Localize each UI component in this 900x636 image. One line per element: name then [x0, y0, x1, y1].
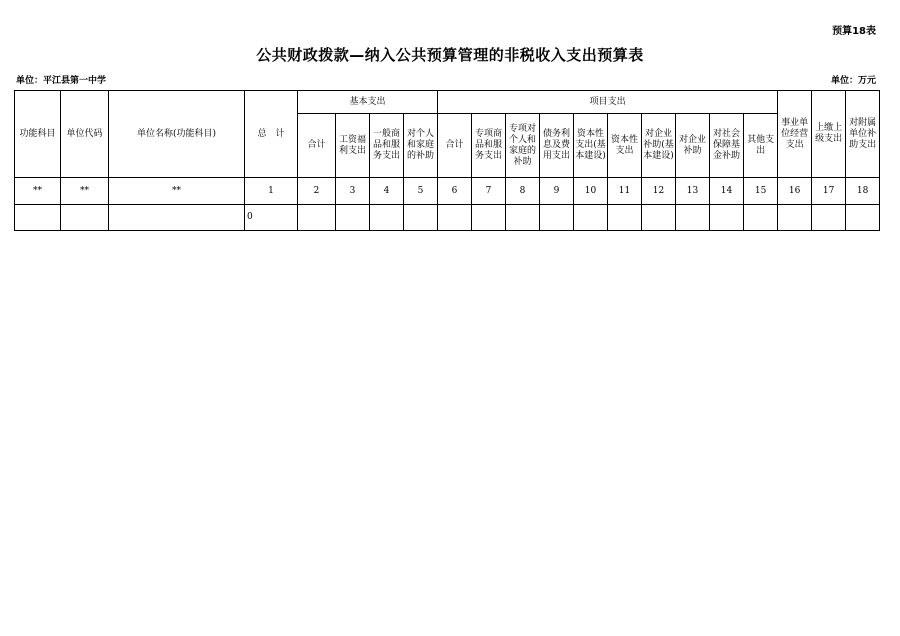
- header-basic-expenditure: 基本支出: [298, 91, 438, 114]
- header-subsidy-to-affiliates: 对附属单位补助支出: [846, 91, 880, 178]
- number-cell: 12: [642, 178, 676, 205]
- header-total: 总 计: [245, 91, 298, 178]
- data-cell: [109, 205, 245, 231]
- number-cell: **: [61, 178, 109, 205]
- data-cell: [506, 205, 540, 231]
- number-cell: 9: [540, 178, 574, 205]
- number-cell: **: [15, 178, 61, 205]
- number-cell: 6: [438, 178, 472, 205]
- table-row: [15, 205, 880, 231]
- header-other-expenditure: 其他支出: [744, 114, 778, 178]
- header-goods-services: 一般商品和服务支出: [370, 114, 404, 178]
- header-capital-construction: 资本性支出(基本建设): [574, 114, 608, 178]
- data-cell: [370, 205, 404, 231]
- header-function-subject: 功能科目: [15, 91, 61, 178]
- header-enterprise-subsidy: 对企业补助: [676, 114, 710, 178]
- header-basic-subtotal: 合计: [298, 114, 336, 178]
- column-number-row: [15, 178, 880, 205]
- number-cell: 15: [744, 178, 778, 205]
- header-special-goods-services: 专项商品和服务支出: [472, 114, 506, 178]
- header-unit-name: 单位名称(功能科目): [109, 91, 245, 178]
- header-debt-interest: 债务利息及费用支出: [540, 114, 574, 178]
- number-cell: 16: [778, 178, 812, 205]
- data-cell: [540, 205, 574, 231]
- page-title: 公共财政拨款—纳入公共预算管理的非税收入支出预算表: [256, 46, 644, 64]
- data-cell: [336, 205, 370, 231]
- data-cell: [472, 205, 506, 231]
- currency-unit-label: 单位：万元: [830, 76, 876, 86]
- data-cell: [676, 205, 710, 231]
- data-cell: [298, 205, 336, 231]
- total-value-cell: 0: [245, 205, 298, 231]
- number-cell: 8: [506, 178, 540, 205]
- data-cell: [574, 205, 608, 231]
- number-cell: 7: [472, 178, 506, 205]
- number-cell: 5: [404, 178, 438, 205]
- number-cell: 18: [846, 178, 880, 205]
- header-special-individual-subsidy: 专项对个人和家庭的补助: [506, 114, 540, 178]
- header-payment-to-superior: 上缴上级支出: [812, 91, 846, 178]
- header-project-subtotal: 合计: [438, 114, 472, 178]
- budget-table: [14, 90, 880, 231]
- unit-name-label: 单位：平江县第一中学: [16, 76, 107, 86]
- data-cell: [710, 205, 744, 231]
- form-number: 预算18表: [832, 26, 876, 37]
- header-capital-expenditure: 资本性支出: [608, 114, 642, 178]
- header-wages-welfare: 工资福利支出: [336, 114, 370, 178]
- data-cell: [846, 205, 880, 231]
- header-social-security-subsidy: 对社会保障基金补助: [710, 114, 744, 178]
- number-cell: 4: [370, 178, 404, 205]
- header-unit-code: 单位代码: [61, 91, 109, 178]
- number-cell: 10: [574, 178, 608, 205]
- data-cell: [61, 205, 109, 231]
- data-cell: [15, 205, 61, 231]
- data-cell: [608, 205, 642, 231]
- data-cell: [812, 205, 846, 231]
- number-cell: 14: [710, 178, 744, 205]
- data-cell: [438, 205, 472, 231]
- number-cell: 2: [298, 178, 336, 205]
- number-cell: 11: [608, 178, 642, 205]
- number-cell: 17: [812, 178, 846, 205]
- number-cell: **: [109, 178, 245, 205]
- data-cell: [778, 205, 812, 231]
- header-enterprise-subsidy-construction: 对企业补助(基本建设): [642, 114, 676, 178]
- header-project-expenditure: 项目支出: [438, 91, 778, 114]
- data-cell: [744, 205, 778, 231]
- number-cell: 13: [676, 178, 710, 205]
- data-cell: [642, 205, 676, 231]
- data-cell: [404, 205, 438, 231]
- header-business-operation: 事业单位经营支出: [778, 91, 812, 178]
- number-cell: 1: [245, 178, 298, 205]
- number-cell: 3: [336, 178, 370, 205]
- header-individual-subsidy: 对个人和家庭的补助: [404, 114, 438, 178]
